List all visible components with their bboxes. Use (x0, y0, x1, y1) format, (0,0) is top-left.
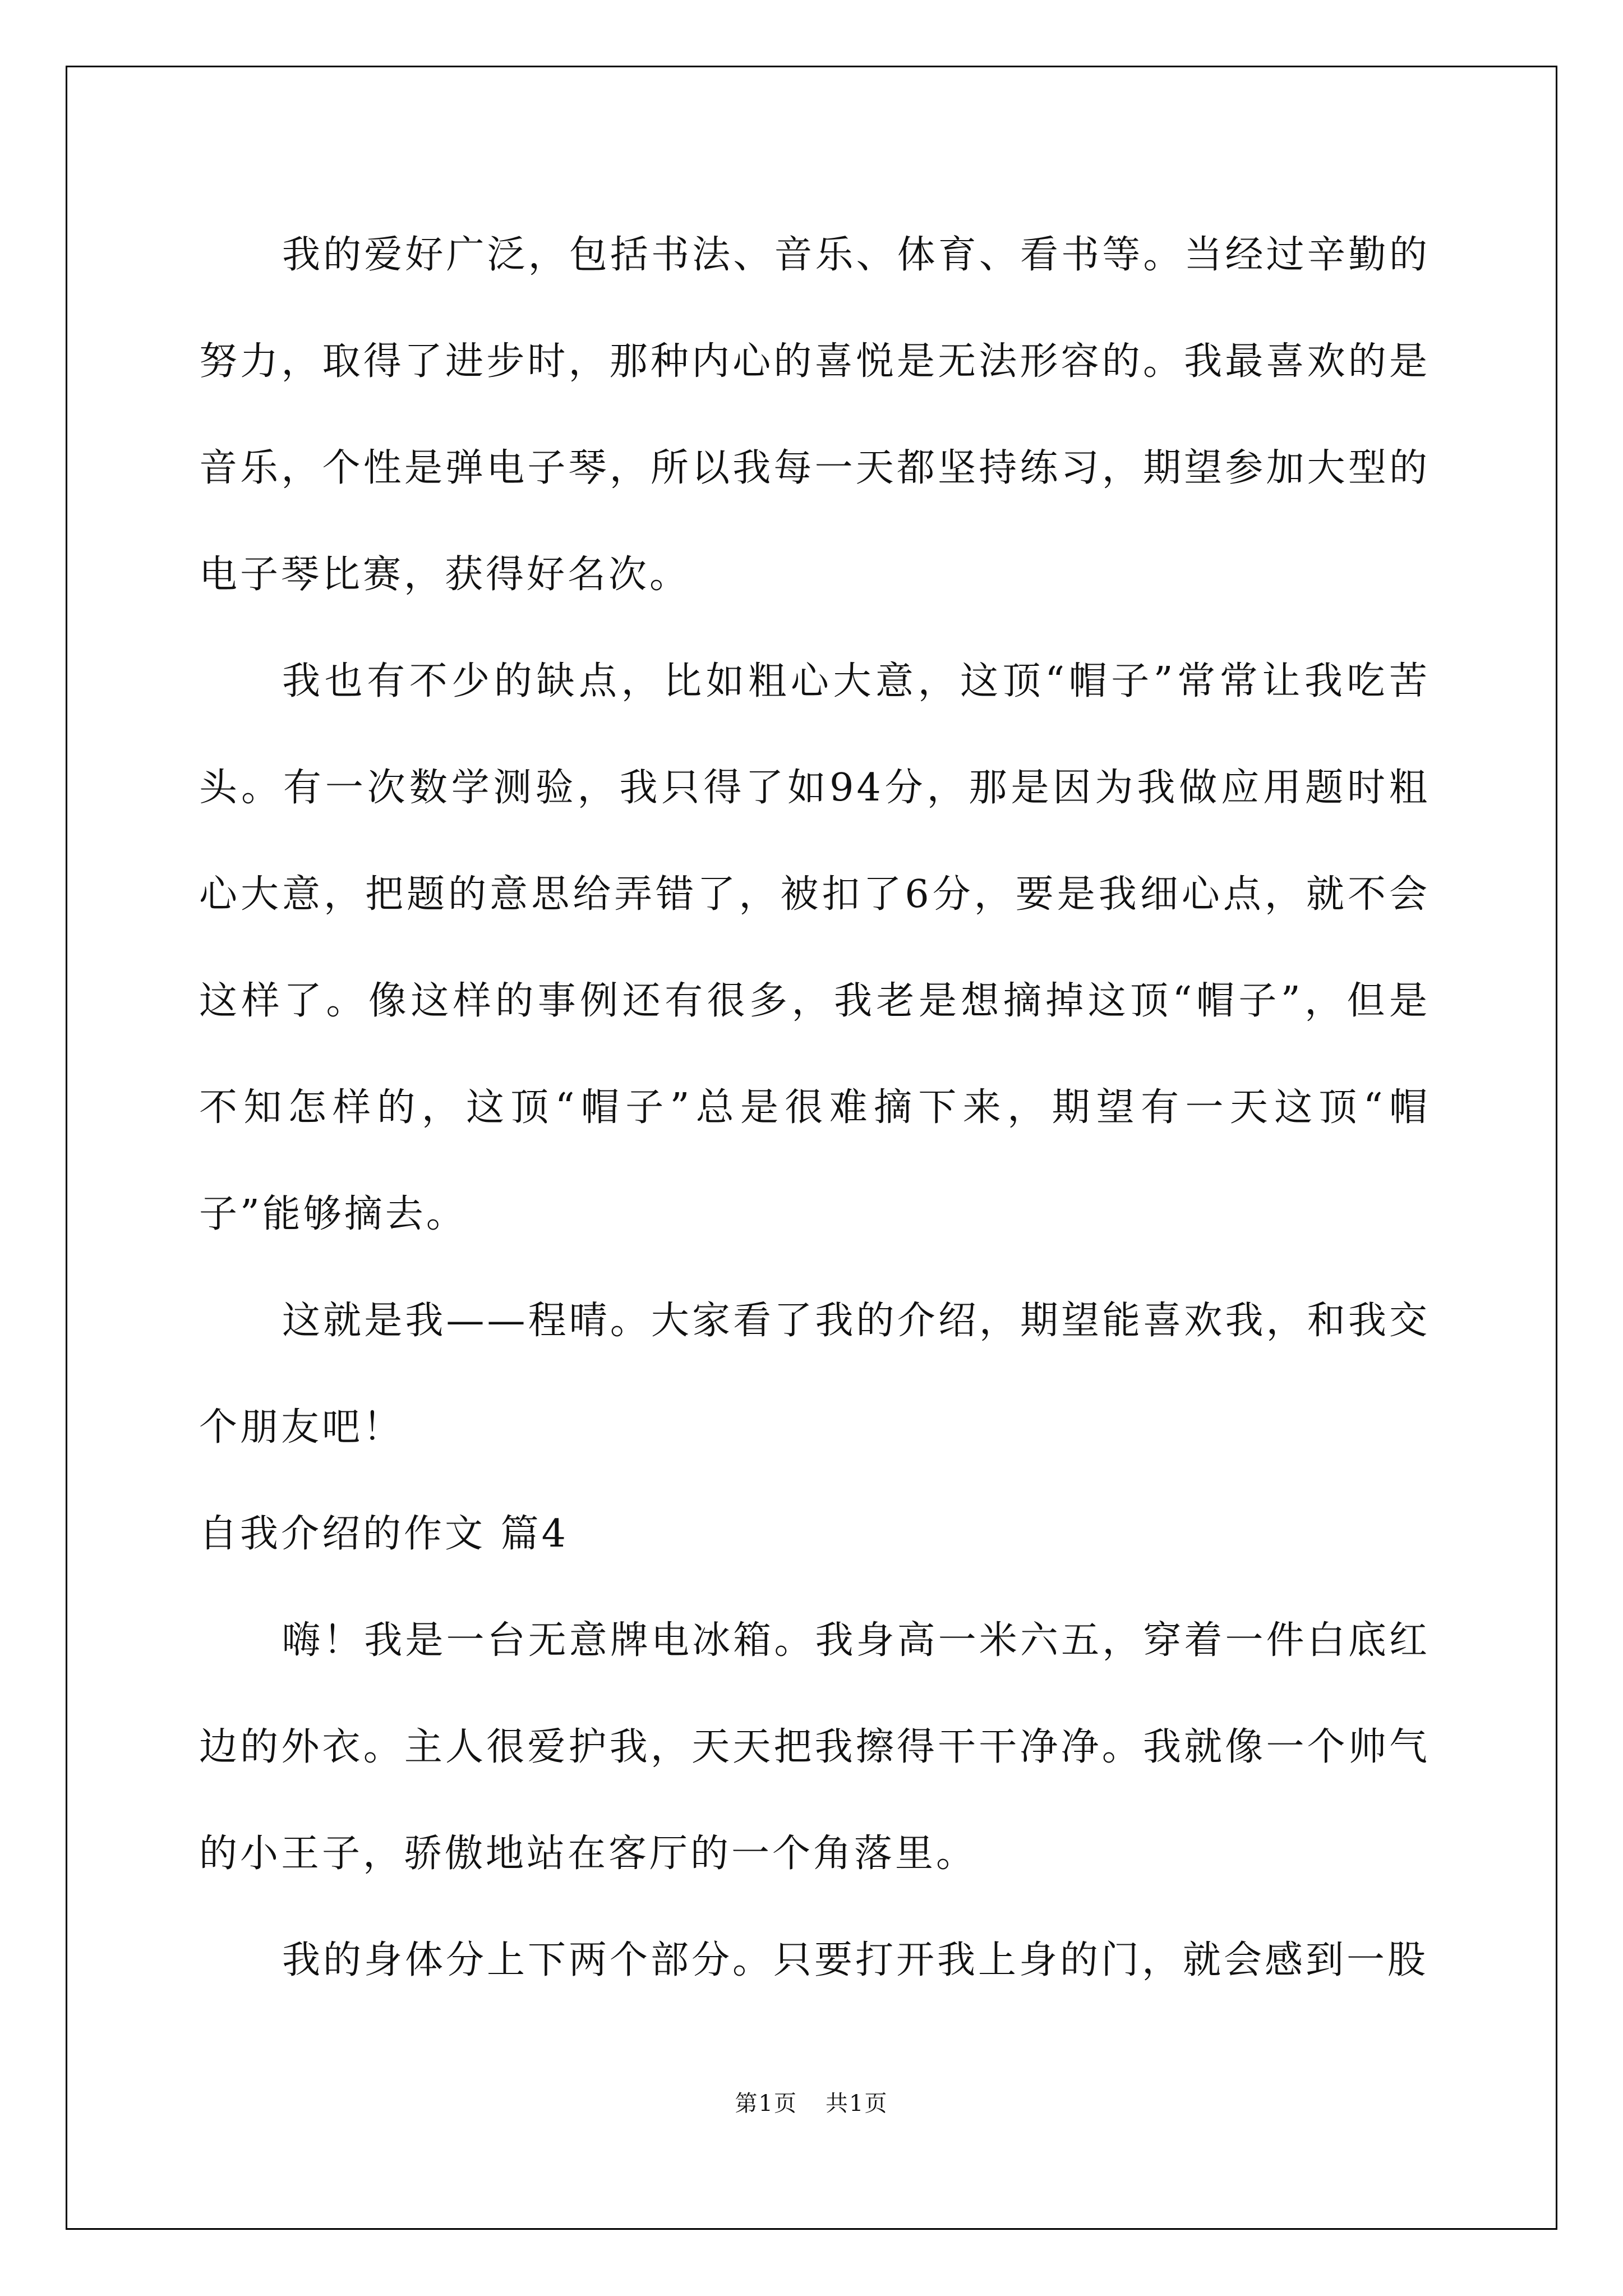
paragraph-hobbies: 我的爱好广泛，包括书法、音乐、体育、看书等。当经过辛勤的努力，取得了进步时，那种内心的喜悦是无法形容的。我最喜欢的是音乐，个性是弹电子琴，所以我每一天都坚持练习，期望参加大型的电子琴比赛，获得好名次。 (199, 233, 1430, 597)
paragraph-fridge-body: 我的身体分上下两个部分。只要打开我上身的门，就会感到一股 (282, 1938, 1429, 1982)
page-footer (0, 2086, 1623, 2118)
page-total: 共1页 (826, 2091, 888, 2116)
page-number: 第1页 (735, 2091, 797, 2116)
paragraph-fridge-intro: 嗨！我是一台无意牌电冰箱。我身高一米六五，穿着一件白底红边的外衣。主人很爱护我，天天把我擦得干干净净。我就像一个帅气的小王子，骄傲地站在客厅的一个角落里。 (199, 1618, 1430, 1876)
section-heading: 自我介绍的作文 篇4 (199, 1512, 569, 1556)
document-body (199, 202, 1430, 2014)
paragraph-closing: 这就是我——程晴。大家看了我的介绍，期望能喜欢我，和我交个朋友吧！ (199, 1299, 1430, 1450)
paragraph-shortcomings: 我也有不少的缺点，比如粗心大意，这顶“帽子”常常让我吃苦头。有一次数学测验，我只得了如94分，那是因为我做应用题时粗心大意，把题的意思给弄错了，被扣了6分，要是我细心点，就不会这样了。像这样的事例还有很多，我老是想摘掉这顶“帽子”，但是不知怎样的，这顶“帽子”总是很难摘下来，期望有一天这顶“帽子”能够摘去。 (199, 659, 1430, 1236)
